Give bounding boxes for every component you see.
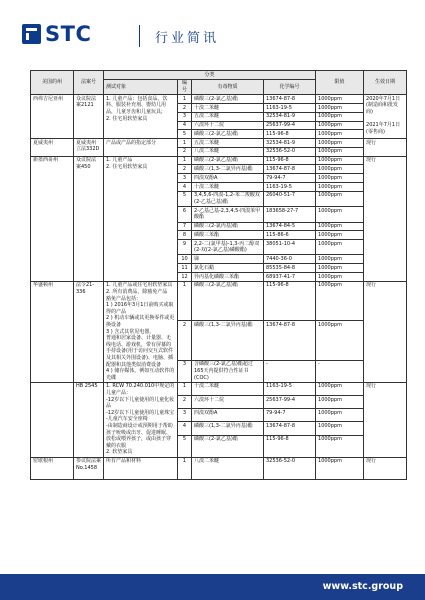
cell-no: 1 xyxy=(178,95,192,104)
cell-limit: 1000ppm xyxy=(316,281,364,321)
table-row xyxy=(31,139,407,148)
cell-scope: 所有产品和材料 xyxy=(104,457,178,479)
cell-date: 现行 xyxy=(364,457,407,479)
section-title: 行业简讯 xyxy=(155,31,220,46)
cell-no: 3 xyxy=(178,360,192,382)
cell-no: 1 xyxy=(178,281,192,321)
cell-scope: 1. RCW 70.240.010中规定的儿童产品： -12岁以下儿童使用的儿童化妆品 -12岁以下儿童使用的儿童珠宝 -儿童汽车安全座椅 -由制造商设计或预期用于帮助孩子吮吸或出牙、促进睡眠、放松或喂养孩子，或由孩子穿戴的衣服 2. 软垫家具 xyxy=(104,382,178,457)
cell-limit: - xyxy=(316,360,364,382)
cell-substance: 磷酸三(2-氯乙基)酯 xyxy=(192,435,264,457)
col-header-cas: 化学编号 xyxy=(264,79,316,94)
cell-cas: 32536-52-0 xyxy=(264,457,316,479)
table-row xyxy=(31,382,407,395)
cell-no: 2 xyxy=(178,165,192,174)
cell-substance: 2-乙基己基-2,3,4,5-四溴苯甲酸酯 xyxy=(192,207,264,222)
cell-limit: 1000ppm xyxy=(316,422,364,435)
cell-no: 4 xyxy=(178,182,192,191)
cell-date: 现行 xyxy=(364,156,407,281)
col-header-state: 美国的州 xyxy=(31,71,74,95)
cell-substance: 磷酸三(1,3-二氯异丙基)酯 xyxy=(192,321,264,361)
cell-cas: 1163-19-5 xyxy=(264,182,316,191)
table-row xyxy=(31,281,407,321)
cell-substance: 十溴二苯醚 xyxy=(192,103,264,112)
cell-substance: 六溴环十二烷 xyxy=(192,396,264,409)
cell-no: 10 xyxy=(178,255,192,264)
cell-no: 4 xyxy=(178,422,192,435)
cell-state: 夏威夷州 xyxy=(31,139,74,157)
cell-substance: 磷酸三(2-氯丙基)酯 xyxy=(192,222,264,231)
cell-substance: 磷酸三苯酯 xyxy=(192,231,264,240)
cell-state: 新墨西哥州 xyxy=(31,156,74,281)
cell-no: 6 xyxy=(178,207,192,222)
cell-cas: 1163-19-5 xyxy=(264,103,316,112)
cell-limit: 1000ppm xyxy=(316,147,364,156)
cell-limit: 1000ppm xyxy=(316,240,364,255)
cell-substance: 含磷酸三(2-氯乙基)酯超过165天内提供符合性证书(COC) xyxy=(192,360,264,382)
cell-no: 2 xyxy=(178,147,192,156)
cell-substance: 锑 xyxy=(192,255,264,264)
cell-cas: 79-94-7 xyxy=(264,409,316,422)
cell-no: 2 xyxy=(178,103,192,112)
cell-no: 1 xyxy=(178,457,192,479)
cell-cas: 25637-99-4 xyxy=(264,396,316,409)
cell-limit: 1000ppm xyxy=(316,457,364,479)
cell-date: 2020年7月1日(制造商和批发商) 2021年7月1日(零售商) xyxy=(364,95,407,139)
cell-no: 9 xyxy=(178,240,192,255)
col-header-category: 分类 xyxy=(104,71,316,80)
cell-state: 华盛顿州 xyxy=(31,281,74,382)
cell-state: 密歇根州 xyxy=(31,457,74,479)
cell-cas: 85535-84-8 xyxy=(264,264,316,273)
cell-limit: 1000ppm xyxy=(316,121,364,130)
cell-substance: 八溴二苯醚 xyxy=(192,457,264,479)
regulation-table xyxy=(30,70,407,480)
cell-substance: 异丙基化磷酸三苯酯 xyxy=(192,273,264,282)
cell-law: HB 2545 xyxy=(74,382,104,457)
cell-scope: 1. 儿童产品或住宅用软垫家具 2. 所有消费品，除豁免产品 豁免产品包括： 1 ) 2016年3月1日前购买或取得的产品 2 ) 机动车辆或其更换零件或更换设备 3 ) 含式其常见电器， 普通和居家设备、计量器、无线电话、游戏机，带有屏幕的手持设备(用于访问交互式软件及其相关外围设备)、电脑、插配器和其他类似消费设备 4 ) 储存媒体，例如互动软件的光碟 xyxy=(104,281,178,382)
cell-limit: 1000ppm xyxy=(316,273,364,282)
cell-cas: 13674-87-8 xyxy=(264,422,316,435)
cell-cas: - xyxy=(264,360,316,382)
col-header-substance: 有毒物质 xyxy=(192,79,264,94)
cell-substance: 四溴双酚A xyxy=(192,174,264,183)
cell-cas: 32534-81-9 xyxy=(264,112,316,121)
cell-substance: 六溴环十二烷 xyxy=(192,121,264,130)
cell-law: 参议院法案 No.1458 xyxy=(74,457,104,479)
cell-limit: 1000ppm xyxy=(316,231,364,240)
cell-substance: 磷酸三(2-氯乙基)酯 xyxy=(192,130,264,139)
cell-limit: 1000ppm xyxy=(316,321,364,361)
cell-no: 8 xyxy=(178,231,192,240)
cell-limit: 1000ppm xyxy=(316,409,364,422)
cell-cas: 13674-87-8 xyxy=(264,165,316,174)
stc-logo xyxy=(22,22,91,46)
cell-cas: 32536-52-0 xyxy=(264,147,316,156)
cell-law: 法令21-336 xyxy=(74,281,104,382)
cell-no: 1 xyxy=(178,156,192,165)
cell-limit: 1000ppm xyxy=(316,255,364,264)
cell-cas: 79-94-7 xyxy=(264,174,316,183)
cell-cas: 68937-41-7 xyxy=(264,273,316,282)
cell-no: 5 xyxy=(178,191,192,206)
col-header-no: 编号 xyxy=(178,79,192,94)
cell-cas: 25637-99-4 xyxy=(264,121,316,130)
cell-limit: 1000ppm xyxy=(316,382,364,395)
cell-no: 11 xyxy=(178,264,192,273)
cell-limit: 1000ppm xyxy=(316,435,364,457)
cell-no: 2 xyxy=(178,321,192,361)
cell-substance: 磷酸三(1,3-二氯异丙基)酯 xyxy=(192,422,264,435)
cell-substance: 十溴二苯醚 xyxy=(192,382,264,395)
cell-cas: 115-96-8 xyxy=(264,281,316,321)
cell-substance: 五溴二苯醚 xyxy=(192,139,264,148)
page-header xyxy=(0,0,425,62)
col-header-scope: 测试对象 xyxy=(104,79,178,94)
cell-limit: 1000ppm xyxy=(316,396,364,409)
footer-url: www.stc.group xyxy=(322,581,403,592)
cell-limit: 1000ppm xyxy=(316,174,364,183)
cell-cas: 26040-51-7 xyxy=(264,191,316,206)
cell-cas: 1163-19-5 xyxy=(264,382,316,395)
cell-cas: 13674-87-8 xyxy=(264,321,316,361)
cell-cas: 7440-36-0 xyxy=(264,255,316,264)
cell-cas: 13674-87-8 xyxy=(264,95,316,104)
cell-limit: 1000ppm xyxy=(316,264,364,273)
cell-cas: 115-86-6 xyxy=(264,231,316,240)
col-header-date: 生效日期 xyxy=(364,71,407,95)
header-divider xyxy=(139,25,140,47)
cell-date: 现行 xyxy=(364,139,407,157)
cell-limit: 1000ppm xyxy=(316,165,364,174)
cell-substance: 磷酸三(1,3-二氯异丙基)酯 xyxy=(192,165,264,174)
cell-limit: 1000ppm xyxy=(316,182,364,191)
cell-no: 1 xyxy=(178,382,192,395)
cell-state xyxy=(31,382,74,457)
cell-cas: 38051-10-4 xyxy=(264,240,316,255)
cell-no: 4 xyxy=(178,121,192,130)
cell-no: 3 xyxy=(178,112,192,121)
cell-scope: 1. 儿童产品 2. 住宅用软垫家具 xyxy=(104,156,178,281)
cell-limit: 1000ppm xyxy=(316,95,364,104)
cell-date: 现行 xyxy=(364,281,407,382)
cell-no: 3 xyxy=(178,409,192,422)
cell-substance: 氯化石蜡 xyxy=(192,264,264,273)
cell-cas: 115-96-8 xyxy=(264,130,316,139)
cell-limit: 1000ppm xyxy=(316,222,364,231)
cell-substance: 2,2-二(氯甲基)-1,3-丙二醇双(2-双(2-氯乙基)磷酸酯) xyxy=(192,240,264,255)
cell-law: 夏威夷州 立法332D xyxy=(74,139,104,157)
cell-substance: 3,4,5,6-四溴-1,2-苯二羧酸双(2-乙基己基)酯 xyxy=(192,191,264,206)
cell-substance: 磷酸三(2-氯乙基)酯 xyxy=(192,281,264,321)
cell-cas: 183658-27-7 xyxy=(264,207,316,222)
cell-limit: 1000ppm xyxy=(316,112,364,121)
cell-cas: 115-96-8 xyxy=(264,435,316,457)
cell-no: 5 xyxy=(178,130,192,139)
col-header-limit: 限值 xyxy=(316,71,364,95)
cell-substance: 磷酸三(2-氯乙基)酯 xyxy=(192,95,264,104)
cell-scope: 1. 儿童产品：包括食品、饮料、服装补充剂、婴幼儿用品，儿童牙齿和儿童玩具; 2. 住宅用软垫家具 xyxy=(104,95,178,139)
table-row xyxy=(31,457,407,479)
cell-substance: 十溴二苯醚 xyxy=(192,182,264,191)
stc-logo-icon xyxy=(22,24,41,44)
table-row xyxy=(31,95,407,104)
cell-no: 7 xyxy=(178,222,192,231)
cell-limit: 1000ppm xyxy=(316,130,364,139)
cell-substance: 八溴二苯醚 xyxy=(192,147,264,156)
cell-no: 12 xyxy=(178,273,192,282)
cell-scope: 产品或产品的指定部分 xyxy=(104,139,178,157)
cell-substance: 磷酸三(2-氯乙基)酯 xyxy=(192,156,264,165)
cell-no: 3 xyxy=(178,174,192,183)
table-header-row xyxy=(31,71,407,80)
table-body xyxy=(31,95,407,479)
cell-cas: 32534-81-9 xyxy=(264,139,316,148)
cell-limit: 1000ppm xyxy=(316,156,364,165)
cell-law: 众议院法 案2121 xyxy=(74,95,104,139)
cell-limit: 1000ppm xyxy=(316,207,364,222)
page-footer xyxy=(0,574,425,600)
cell-no: 1 xyxy=(178,139,192,148)
col-header-law: 法案号 xyxy=(74,71,104,95)
table-row xyxy=(31,156,407,165)
cell-date: 现行 xyxy=(364,382,407,457)
cell-law: 众议院法 案450 xyxy=(74,156,104,281)
cell-limit: 1000ppm xyxy=(316,139,364,148)
cell-cas: 13674-84-5 xyxy=(264,222,316,231)
cell-cas: 115-96-8 xyxy=(264,156,316,165)
cell-no: 5 xyxy=(178,435,192,457)
cell-substance: 四溴双酚A xyxy=(192,409,264,422)
cell-no: 2 xyxy=(178,396,192,409)
cell-limit: 1000ppm xyxy=(316,103,364,112)
cell-substance: 五溴二苯醚 xyxy=(192,112,264,121)
logo-text: STC xyxy=(45,22,92,46)
cell-limit: 1000ppm xyxy=(316,191,364,206)
cell-state: 西弗吉尼亚州 xyxy=(31,95,74,139)
